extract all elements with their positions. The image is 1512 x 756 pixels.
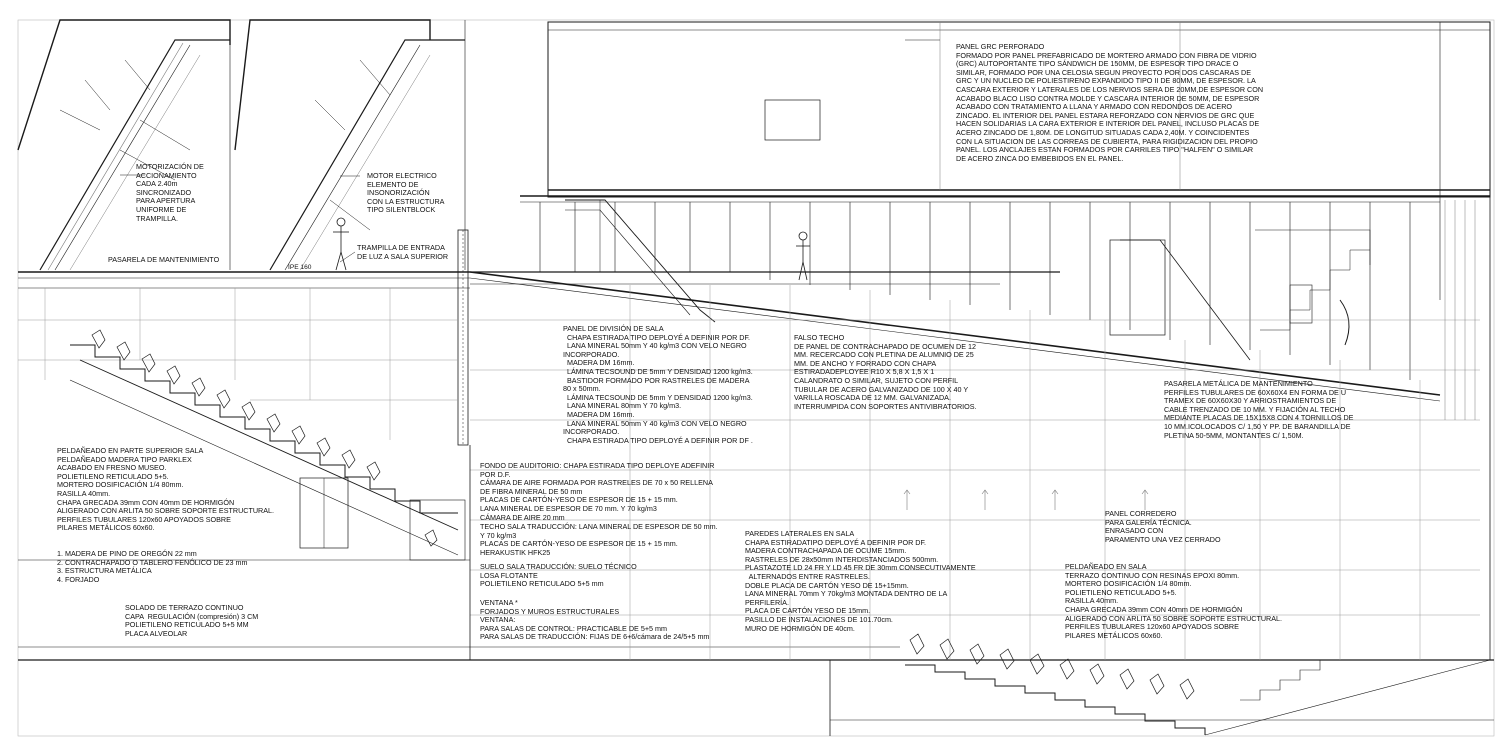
note-motorizacion: MOTORIZACIÓN DE ACCIONAMIENTO CADA 2.40m SINCRONIZADO PARA APERTURA UNIFORME DE TRAMPILLA. — [136, 162, 204, 223]
note-ventana: VENTANA * FORJADOS Y MUROS ESTRUCTURALES VENTANA: PARA SALAS DE CONTROL: PRACTICABLE DE 5+5 mm PARA SALAS DE TRADUCCIÓN: FIJAS DE 6+6/cámara de 24/5+5 mm — [480, 598, 710, 642]
note-fondo-auditorio: FONDO DE AUDITORIO: CHAPA ESTIRADA TIPO DEPLOYE ADEFINIR POR D.F. CÁMARA DE AIRE FORMADA POR RASTRELES DE 70 x 50 RELLENA DE FIBRA MINERAL DE 50 mm PLACAS DE CARTÓN-YESO DE ESPESOR DE 15 + 15 mm. LANA MINERAL DE ESPESOR DE 70 mm. Y 70 kg/m3 CÁMARA DE AIRE 20 mm — [480, 461, 715, 522]
note-falso-techo: FALSO TECHO DE PANEL DE CONTRACHAPADO DE OCUMEN DE 12 MM. RECERCADO CON PLETINA DE ALUMNIO DE 25 MM. DE ANCHO Y FORRADO CON CHAPA ESTIRADADEPLOYEE R10 X 5,8 X 1,5 X 1 CALANDRATO O SIMILAR, SUJETO CON PERFIL TUBULAR DE ACERO GALVANIZADO DE 100 X 40 Y VARILLA ROSCADA DE 12 MM. GALVANIZADA. INTERRUMPIDA CON SOPORTES ANTIVIBRATORIOS. — [794, 333, 977, 411]
note-pasarela-metalica: PASARELA METÁLICA DE MANTENIMIENTO PERFILES TUBULARES DE 60X60X4 EN FORMA DE U TRAMEX DE 60X60X30 Y ARRIOSTRAMIENTOS DE CABLE TRENZADO DE 10 MM. Y FIJACIÓN AL TECHO MEDIANTE PLACAS DE 15X15X8 CON 4 TORNILLOS DE 10 MM.ICOLOCADOS C/ 1,50 Y PP. DE BARANDILLA DE PLETINA 50-5MM, MONTANTES C/ 1,50M. — [1164, 379, 1354, 440]
note-peldaneado-sala: PELDAÑEADO EN SALA TERRAZO CONTINUO CON RESINAS EPOXI 80mm. MORTERO DOSIFICACIÓN 1/4 80mm. POLIETILENO RETICULADO 5+5. RASILLA 40mm. CHAPA GRECADA 39mm CON 40mm DE HORMIGÓN ALIGERADO CON ARLITA 50 SOBRE SOPORTE ESTRUCTURAL. PERFILES TUBULARES 120x60 APOYADOS SOBRE PILARES METÁLICOS 60x60. — [1065, 562, 1283, 640]
note-solado: SOLADO DE TERRAZO CONTINUO CAPA REGULACIÓN (compresión) 3 CM POLIETILENO RETICULADO 5+5 MM PLACA ALVEOLAR — [125, 603, 259, 638]
translation-booth-seat — [410, 500, 465, 560]
steel-column — [458, 230, 468, 445]
note-techo-traduccion: TECHO SALA TRADUCCIÓN: LANA MINERAL DE ESPESOR DE 50 mm. Y 70 kg/m3 PLACAS DE CARTÓN-YESO DE ESPESOR DE 15 + 15 mm. HERAKUSTIK HFK25 — [480, 522, 718, 557]
human-figure-1 — [333, 218, 349, 270]
skylight-truss-left — [18, 20, 230, 270]
skylight-truss-middle — [235, 20, 465, 270]
leader-lines — [120, 40, 940, 262]
roof-void-stair — [565, 200, 715, 322]
note-suelo-traduccion: SUELO SALA TRADUCCIÓN: SUELO TÉCNICO LOSA FLOTANTE POLIETILENO RETICULADO 5+5 mm — [480, 562, 637, 589]
note-trampilla: TRAMPILLA DE ENTRADA DE LUZ A SALA SUPERIOR — [357, 243, 449, 261]
right-column-grid — [1445, 200, 1475, 420]
note-paredes-laterales: PAREDES LATERALES EN SALA CHAPA ESTIRADATIPO DEPLOYÉ A DEFINIR POR DF. MADERA CONTRACHAPADA DE OCUME 15mm. RASTRELES DE 28x50mm INTERDISTANCIADOS 500mm. PLASTAZOTE LD 24 FR Y LD 45 FR DE 30mm CONSECUTIVAMENTE ALTERNADOS ENTRE RASTRELES. DOBLE PLACA DE CARTÓN YESO DE 15+15mm. LANA MINERAL 70mm Y 70kg/m3 MONTADA DENTRO DE LA PERFILERÍA. PLACA DE CARTÓN YESO DE 15mm. PASILLO DE INSTALACIONES DE 101.70cm. MURO DE HORMIGÓN DE 40cm. — [745, 529, 976, 633]
note-peldaneado-superior: PELDAÑEADO EN PARTE SUPERIOR SALA PELDAÑEADO MADERA TIPO PARKLEX ACABADO EN FRESNO MUSEO. POLIETILENO RETICULADO 5+5. MORTERO DOSIFICACIÓN 1/4 80mm. RASILLA 40mm. CHAPA GRECADA 39mm CON 40mm DE HORMIGÓN ALIGERADO CON ARLITA 50 SOBRE SOPORTE ESTRUCTURAL. PERFILES TUBULARES 120x60 APOYADOS SOBRE PILARES METÁLICOS 60x60. — [57, 446, 275, 533]
note-panel-corredero: PANEL CORREDERO PARA GALERÍA TÉCNICA. ENRASADO CON PARAMENTO UNA VEZ CERRADO — [1105, 509, 1221, 544]
human-figure-2 — [796, 232, 810, 280]
note-panel-division: PANEL DE DIVISIÓN DE SALA CHAPA ESTIRADA TIPO DEPLOYÉ A DEFINIR POR DF. LANA MINERAL 50mm Y 40 kg/m3 CON VELO NEGRO INCORPORADO. MADERA DM 16mm. LÁMINA TECSOUND DE 5mm Y DENSIDAD 1200 kg/m3. BASTIDOR FORMADO POR RASTRELES DE MADERA 80 x 50mm. LÁMINA TECSOUND DE 5mm Y DENSIDAD 1200 kg/m3. LANA MINERAL 80mm Y 70 kg/m3. MADERA DM 16mm. LANA MINERAL 50mm Y 40 kg/m3 CON VELO NEGRO INCORPORADO. CHAPA ESTIRADA TIPO DEPLOYÉ A DEFINIR POR DF . — [563, 324, 753, 445]
note-list-layers: 1. MADERA DE PINO DE OREGÓN 22 mm 2. CONTRACHAPADO O TABLERO FENÓLICO DE 23 mm 3. ESTRUCTURA METÁLICA 4. FORJADO — [57, 549, 248, 584]
note-pasarela-mantenimiento: PASARELA DE MANTENIMIENTO — [108, 255, 220, 264]
opening-arrows — [904, 490, 1148, 510]
note-motor-electrico: MOTOR ELECTRICO ELEMENTO DE INSONORIZACIÓN CON LA ESTRUCTURA TIPO SILENTBLOCK — [367, 171, 445, 215]
note-ipe: IPE 160 — [288, 264, 312, 271]
technical-stair-right — [1110, 230, 1370, 360]
note-panel-grc: PANEL GRC PERFORADO FORMADO POR PANEL PREFABRICADO DE MORTERO ARMADO CON FIBRA DE VIDRIO (GRC) AUTOPORTANTE TIPO SÁNDWICH DE 150MM, DE ESPESOR TIPO DRACE O SIMILAR, FORMADO POR UNA CELOSIA SEGUN PROYECTO POR DOS CASCARAS DE GRC Y UN NUCLEO DE POLIESTIRENO EXPANDIDO TIPO II DE 80MM, DE ESPESOR. LA CASCARA EXTERIOR Y LATERALES DE LOS NERVIOS SERA DE 20MM,DE ESPESOR CON ACABADO BLACO LISO CONTRA MOLDE Y CASCARA INTERIOR DE 50MM, DE ESPESOR ACABADO CON TRATAMIENTO A LLANA Y ARMADO CON REDONDOS DE ACERO ZINCADO. EL INTERIOR DEL PANEL ESTARA REFORZADO CON NERVIOS DE GRC QUE HACEN SOLIDARIAS LA CARA EXTERIOR E INTERIOR DEL PANEL, INCLUSO PLACAS DE ACERO ZINCADO DE 1,80M. DE LONGITUD SITUADAS CADA 2,40M. Y COINCIDENTES CON LA SITUACION DE LAS CORREAS DE CUBIERTA, PARA RIGIDIZACION DEL PROPIO PANEL. LOS ANCLAJES ESTAN FORMADOS POR CARRILES TIPO "HALFEN" O SIMILAR DE ACERO ZINCA DO EMBEBIDOS EN EL PANEL. — [956, 42, 1264, 163]
